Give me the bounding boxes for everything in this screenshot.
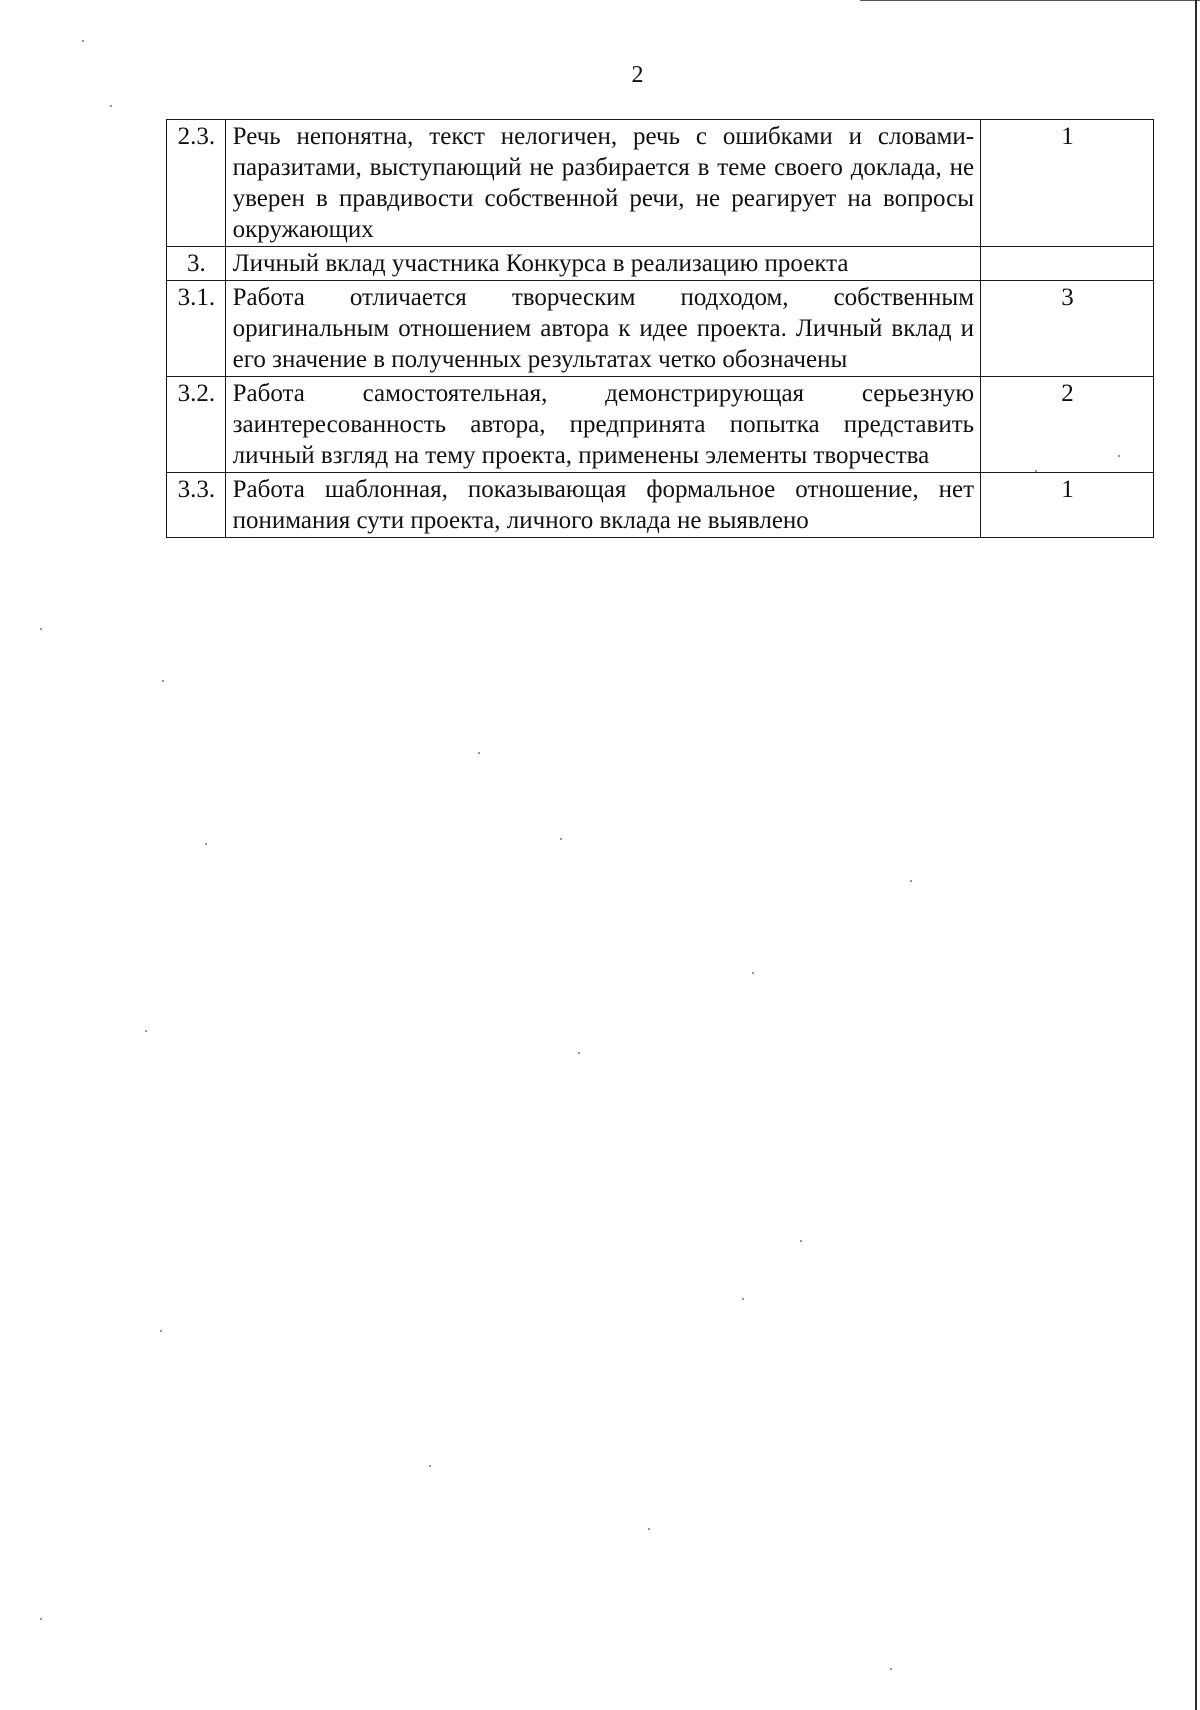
row-description: Работа шаблонная, показывающая формальное отношение, нет понимания сути проекта, личного вклада не выявлено — [225, 473, 980, 538]
row-number: 3. — [167, 247, 226, 281]
scan-speck — [560, 838, 562, 840]
row-score: 1 — [981, 473, 1154, 538]
row-score — [981, 247, 1154, 281]
table-row — [167, 247, 1154, 281]
page-edge-right — [1195, 0, 1197, 1710]
scan-speck — [742, 1298, 744, 1300]
row-description: Речь непонятна, текст нелогичен, речь с ошибками и словами-паразитами, выступающий не разбирается в теме своего доклада, не уверен в правдивости собственной речи, не реагирует на вопросы окружающих — [225, 120, 980, 247]
scan-speck — [752, 972, 754, 974]
table-row — [167, 377, 1154, 473]
page-number: 2 — [631, 62, 644, 88]
scan-speck — [145, 1030, 147, 1032]
scan-speck — [40, 1618, 42, 1620]
row-score: 3 — [981, 281, 1154, 377]
criteria-table — [166, 119, 1154, 538]
row-number: 2.3. — [167, 120, 226, 247]
row-score: 2 — [981, 377, 1154, 473]
scan-speck — [578, 1052, 580, 1054]
scan-speck — [800, 1240, 802, 1242]
scan-speck — [478, 752, 480, 754]
scan-speck — [40, 628, 42, 630]
scan-speck — [1035, 470, 1037, 472]
row-number: 3.1. — [167, 281, 226, 377]
row-score: 1 — [981, 120, 1154, 247]
table-row — [167, 473, 1154, 538]
table-row — [167, 120, 1154, 247]
row-description: Личный вклад участника Конкурса в реализацию проекта — [225, 247, 980, 281]
scan-speck — [205, 843, 207, 845]
scan-speck — [429, 1465, 431, 1467]
row-description: Работа самостоятельная, демонстрирующая серьезную заинтересованность автора, предпринята попытка представить личный взгляд на тему проекта, применены элементы творчества — [225, 377, 980, 473]
row-description: Работа отличается творческим подходом, собственным оригинальным отношением автора к идее проекта. Личный вклад и его значение в полученных результатах четко обозначены — [225, 281, 980, 377]
scan-speck — [110, 105, 112, 107]
row-number: 3.2. — [167, 377, 226, 473]
scan-speck — [890, 1668, 892, 1670]
scan-speck — [910, 880, 912, 882]
scan-speck — [162, 680, 164, 682]
scan-speck — [648, 1528, 650, 1530]
scan-speck — [82, 40, 84, 42]
page-edge-top — [860, 0, 1200, 1]
row-number: 3.3. — [167, 473, 226, 538]
scan-speck — [160, 1330, 162, 1332]
scan-speck — [1118, 455, 1120, 457]
table-row — [167, 281, 1154, 377]
